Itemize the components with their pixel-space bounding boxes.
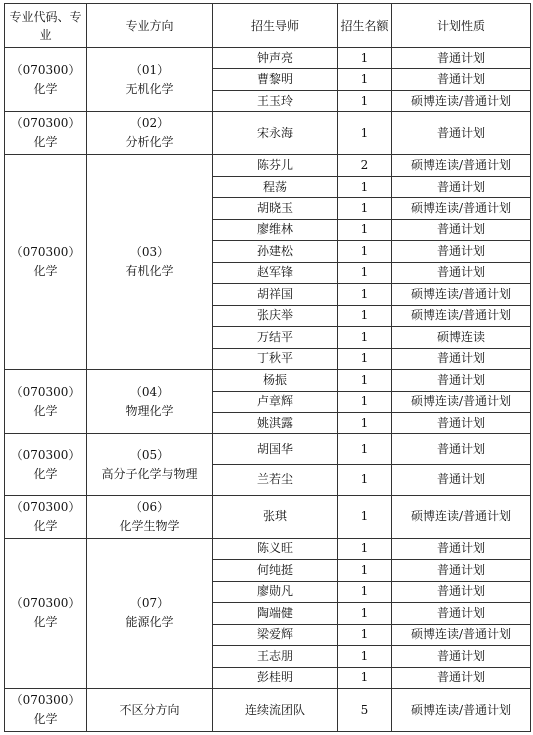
quota-cell: 1 xyxy=(338,581,392,602)
plan-type-cell: 硕博连读/普通计划 xyxy=(392,284,531,305)
direction-cell xyxy=(87,434,213,495)
quota-cell: 1 xyxy=(338,262,392,283)
mentor-cell: 杨振 xyxy=(213,370,338,391)
mentor-cell: 王玉玲 xyxy=(213,90,338,111)
mentor-cell: 姚淇露 xyxy=(213,412,338,433)
direction-cell xyxy=(87,689,213,732)
direction-cell xyxy=(87,48,213,112)
direction-code: （04） xyxy=(129,384,170,399)
major-name: 化学 xyxy=(33,135,58,150)
major-cell xyxy=(5,48,87,112)
quota-cell: 1 xyxy=(338,624,392,645)
plan-type-cell: 普通计划 xyxy=(392,667,531,688)
quota-cell: 1 xyxy=(338,412,392,433)
plan-type-cell: 硕博连读/普通计划 xyxy=(392,689,531,732)
plan-type-cell: 普通计划 xyxy=(392,241,531,262)
mentor-cell: 廖勋凡 xyxy=(213,581,338,602)
mentor-cell: 孙建松 xyxy=(213,241,338,262)
quota-cell: 1 xyxy=(338,219,392,240)
quota-cell: 1 xyxy=(338,198,392,219)
major-code: （070300） xyxy=(10,62,81,77)
mentor-cell: 张庆举 xyxy=(213,305,338,326)
mentor-cell: 梁爱辉 xyxy=(213,624,338,645)
table-row xyxy=(5,495,531,538)
plan-type-cell: 普通计划 xyxy=(392,176,531,197)
plan-type-cell: 普通计划 xyxy=(392,560,531,581)
header-row xyxy=(5,4,531,48)
direction-name: 有机化学 xyxy=(125,264,174,279)
quota-cell: 1 xyxy=(338,667,392,688)
mentor-cell: 连续流团队 xyxy=(213,689,338,732)
mentor-cell: 陈芬儿 xyxy=(213,155,338,176)
direction-name: 无机化学 xyxy=(125,81,174,96)
quota-cell: 1 xyxy=(338,69,392,90)
quota-cell: 1 xyxy=(338,603,392,624)
table-row xyxy=(5,370,531,391)
header-major-code: 专业代码、专业 xyxy=(5,4,87,48)
major-cell xyxy=(5,495,87,538)
direction-code: （02） xyxy=(129,116,170,131)
major-cell xyxy=(5,112,87,155)
direction-cell xyxy=(87,155,213,370)
direction-code: （07） xyxy=(129,596,170,611)
header-mentor: 招生导师 xyxy=(213,4,338,48)
quota-cell: 1 xyxy=(338,560,392,581)
major-code: （070300） xyxy=(10,596,81,611)
major-code: （070300） xyxy=(10,116,81,131)
quota-cell: 1 xyxy=(338,284,392,305)
plan-type-cell: 普通计划 xyxy=(392,219,531,240)
plan-type-cell: 普通计划 xyxy=(392,538,531,559)
header-direction: 专业方向 xyxy=(87,4,213,48)
mentor-cell: 张琪 xyxy=(213,495,338,538)
plan-type-cell: 普通计划 xyxy=(392,465,531,496)
mentor-cell: 王志朋 xyxy=(213,646,338,667)
direction-name: 物理化学 xyxy=(125,403,174,418)
quota-cell: 1 xyxy=(338,48,392,69)
quota-cell: 1 xyxy=(338,241,392,262)
direction-name: 高分子化学与物理 xyxy=(101,466,198,481)
direction-name: 分析化学 xyxy=(125,135,174,150)
quota-cell: 1 xyxy=(338,176,392,197)
quota-cell: 2 xyxy=(338,155,392,176)
direction-name: 不区分方向 xyxy=(119,702,180,717)
plan-type-cell: 普通计划 xyxy=(392,434,531,465)
mentor-cell: 曹黎明 xyxy=(213,69,338,90)
mentor-cell: 万结平 xyxy=(213,327,338,348)
mentor-cell: 胡国华 xyxy=(213,434,338,465)
plan-type-cell: 普通计划 xyxy=(392,370,531,391)
quota-cell: 1 xyxy=(338,305,392,326)
plan-type-cell: 普通计划 xyxy=(392,646,531,667)
plan-type-cell: 普通计划 xyxy=(392,412,531,433)
mentor-cell: 陈义旺 xyxy=(213,538,338,559)
table-body xyxy=(5,48,531,732)
direction-cell xyxy=(87,112,213,155)
major-code: （070300） xyxy=(10,447,81,462)
major-cell xyxy=(5,370,87,434)
plan-type-cell: 硕博连读/普通计划 xyxy=(392,624,531,645)
plan-type-cell: 硕博连读/普通计划 xyxy=(392,155,531,176)
mentor-cell: 兰若尘 xyxy=(213,465,338,496)
header-plan-type: 计划性质 xyxy=(392,4,531,48)
quota-cell: 1 xyxy=(338,495,392,538)
direction-cell xyxy=(87,495,213,538)
major-cell xyxy=(5,434,87,495)
header-quota: 招生名额 xyxy=(338,4,392,48)
major-name: 化学 xyxy=(33,712,58,726)
mentor-cell: 彭桂明 xyxy=(213,667,338,688)
table-row xyxy=(5,538,531,559)
plan-type-cell: 普通计划 xyxy=(392,48,531,69)
plan-type-cell: 普通计划 xyxy=(392,581,531,602)
major-code: （070300） xyxy=(10,693,81,707)
mentor-cell: 丁秋平 xyxy=(213,348,338,369)
quota-cell: 1 xyxy=(338,90,392,111)
table-row xyxy=(5,155,531,176)
quota-cell: 1 xyxy=(338,112,392,155)
mentor-cell: 陶端健 xyxy=(213,603,338,624)
major-code: （070300） xyxy=(10,499,81,514)
quota-cell: 1 xyxy=(338,465,392,496)
quota-cell: 1 xyxy=(338,327,392,348)
mentor-cell: 胡晓玉 xyxy=(213,198,338,219)
major-cell xyxy=(5,155,87,370)
quota-cell: 5 xyxy=(338,689,392,732)
plan-type-cell: 硕博连读/普通计划 xyxy=(392,495,531,538)
mentor-cell: 何纯挺 xyxy=(213,560,338,581)
plan-type-cell: 普通计划 xyxy=(392,603,531,624)
mentor-cell: 赵军锋 xyxy=(213,262,338,283)
table-row xyxy=(5,112,531,155)
mentor-cell: 宋永海 xyxy=(213,112,338,155)
major-cell xyxy=(5,538,87,688)
table-row xyxy=(5,689,531,732)
direction-code: （03） xyxy=(129,245,170,260)
major-code: （070300） xyxy=(10,384,81,399)
plan-type-cell: 硕博连读/普通计划 xyxy=(392,198,531,219)
major-code: （070300） xyxy=(10,245,81,260)
table-row xyxy=(5,434,531,465)
quota-cell: 1 xyxy=(338,391,392,412)
plan-type-cell: 硕博连读/普通计划 xyxy=(392,90,531,111)
plan-type-cell: 普通计划 xyxy=(392,348,531,369)
direction-name: 化学生物学 xyxy=(119,518,180,533)
quota-cell: 1 xyxy=(338,348,392,369)
quota-cell: 1 xyxy=(338,370,392,391)
mentor-cell: 卢章辉 xyxy=(213,391,338,412)
mentor-cell: 胡祥国 xyxy=(213,284,338,305)
mentor-cell: 程荡 xyxy=(213,176,338,197)
quota-cell: 1 xyxy=(338,434,392,465)
major-name: 化学 xyxy=(33,615,58,630)
plan-type-cell: 普通计划 xyxy=(392,262,531,283)
direction-code: （06） xyxy=(129,499,170,514)
plan-type-cell: 硕博连读/普通计划 xyxy=(392,391,531,412)
direction-cell xyxy=(87,538,213,688)
direction-code: （01） xyxy=(129,62,170,77)
major-name: 化学 xyxy=(33,264,58,279)
major-name: 化学 xyxy=(33,466,58,481)
major-cell xyxy=(5,689,87,732)
major-name: 化学 xyxy=(33,403,58,418)
direction-code: （05） xyxy=(129,447,170,462)
quota-cell: 1 xyxy=(338,538,392,559)
enrollment-plan-table xyxy=(4,3,531,732)
direction-name: 能源化学 xyxy=(125,615,174,630)
mentor-cell: 钟声亮 xyxy=(213,48,338,69)
major-name: 化学 xyxy=(33,81,58,96)
direction-cell xyxy=(87,370,213,434)
table-row xyxy=(5,48,531,69)
plan-type-cell: 普通计划 xyxy=(392,69,531,90)
plan-type-cell: 硕博连读 xyxy=(392,327,531,348)
plan-type-cell: 硕博连读/普通计划 xyxy=(392,305,531,326)
major-name: 化学 xyxy=(33,518,58,533)
plan-type-cell: 普通计划 xyxy=(392,112,531,155)
mentor-cell: 廖维林 xyxy=(213,219,338,240)
quota-cell: 1 xyxy=(338,646,392,667)
